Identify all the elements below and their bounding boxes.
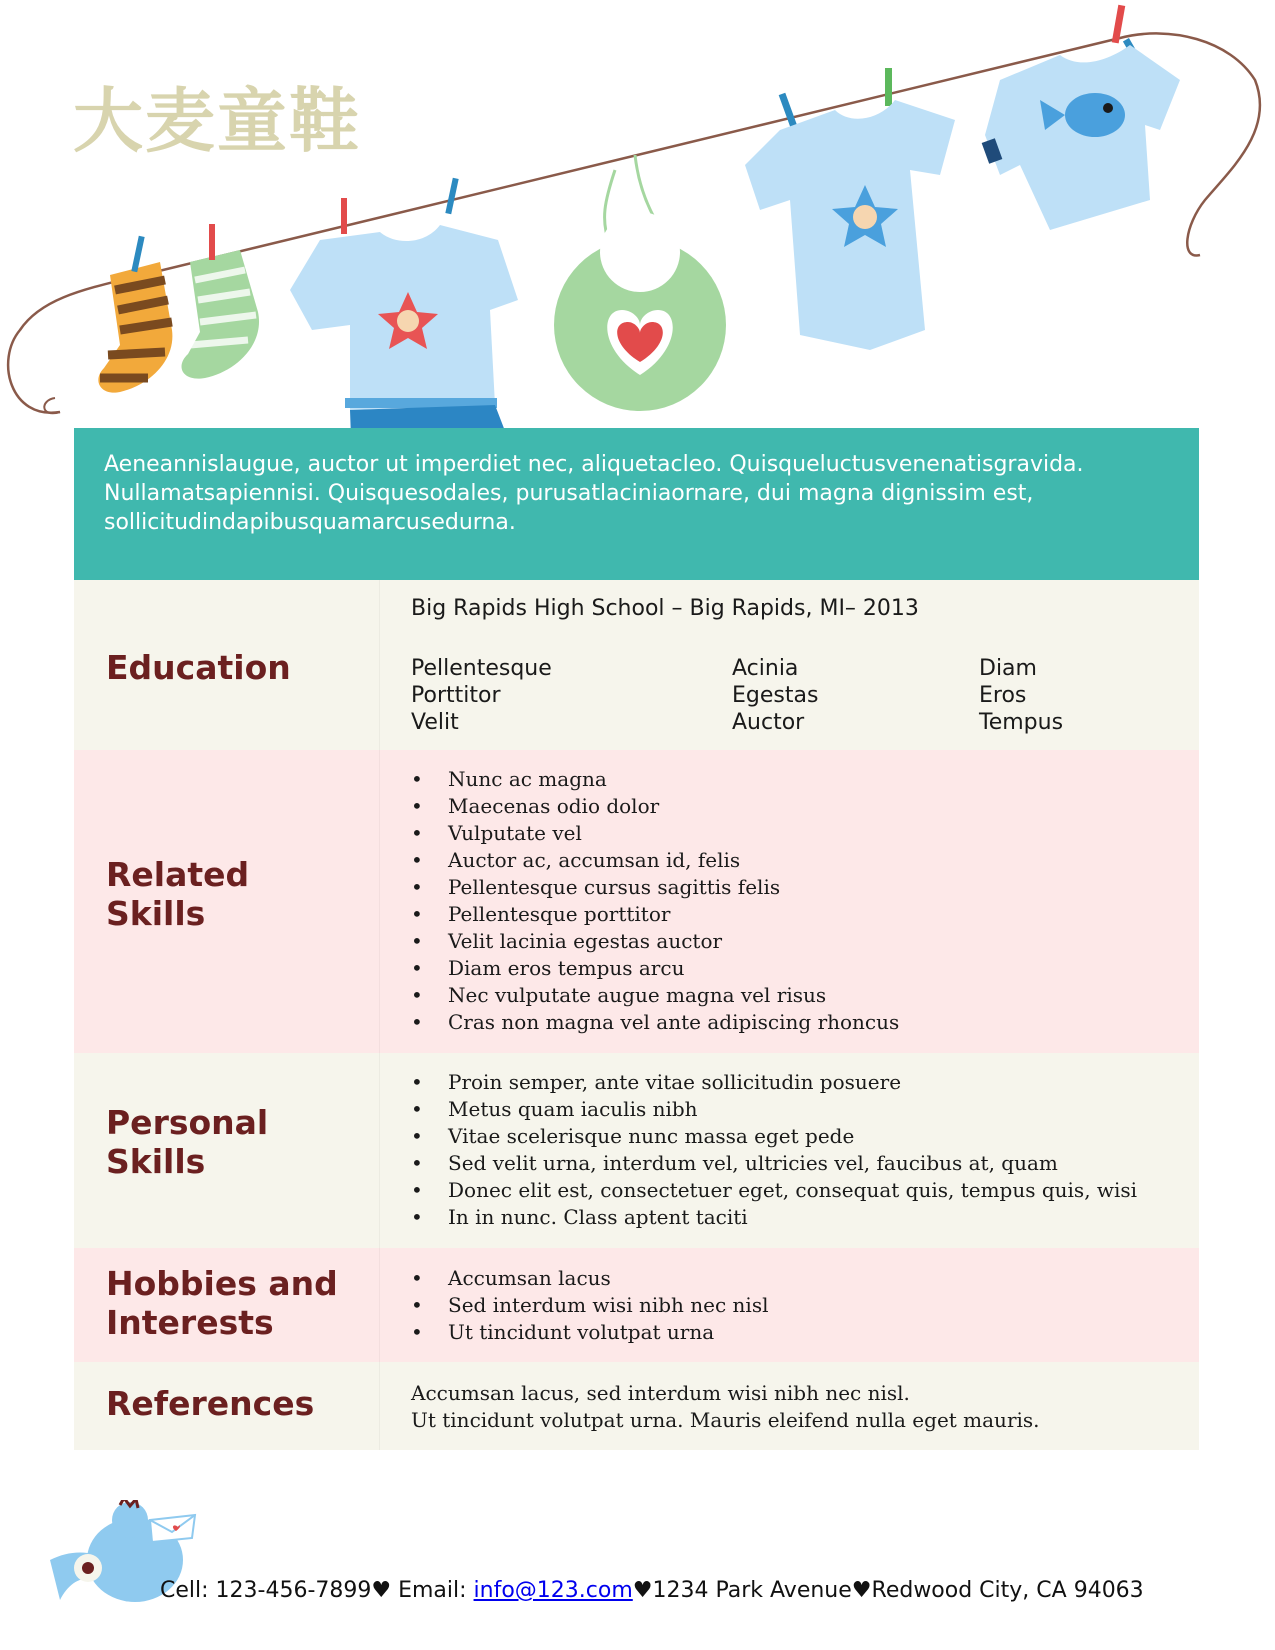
education-item: Tempus bbox=[979, 710, 1064, 735]
education-item: Diam bbox=[979, 656, 1037, 681]
education-item: Eros bbox=[979, 683, 1027, 708]
education-column bbox=[411, 655, 552, 736]
education-column bbox=[979, 655, 1063, 736]
intro-banner: Aeneannislaugue, auctor ut imperdiet nec, aliquetacleo. Quisqueluctusvenenatisgravida. Nullamatsapiennisi. Quisquesodales, purusatlaciniaornare, dui magna dignissim est, sollicitudindapibusquamarcusedurna. bbox=[74, 428, 1199, 580]
education-item: Pellentesque bbox=[411, 656, 552, 681]
heading-line: Skills bbox=[106, 894, 206, 933]
heading-line: Hobbies and bbox=[106, 1264, 338, 1303]
education-column bbox=[732, 655, 818, 736]
personal-skills-heading bbox=[106, 1103, 268, 1181]
list-item: • Diam eros tempus arcu bbox=[411, 955, 1169, 982]
onesie-icon bbox=[745, 100, 955, 350]
heading-line: Personal bbox=[106, 1103, 269, 1142]
list-item: • Cras non magna vel ante adipiscing rhoncus bbox=[411, 1009, 1169, 1036]
email-label: Email: bbox=[391, 1578, 474, 1603]
reference-line: Ut tincidunt volutpat urna. Mauris eleifend nulla eget mauris. bbox=[411, 1408, 1040, 1432]
list-item: • Donec elit est, consectetuer eget, consequat quis, tempus quis, wisi bbox=[411, 1177, 1169, 1204]
list-item: • Sed velit urna, interdum vel, ultricies vel, faucibus at, quam bbox=[411, 1150, 1169, 1177]
related-skills-list bbox=[411, 766, 1169, 1036]
education-section bbox=[74, 580, 1199, 750]
education-item: Auctor bbox=[732, 710, 805, 735]
education-heading: Education bbox=[106, 648, 291, 687]
section-divider bbox=[379, 1053, 380, 1248]
list-item: • Maecenas odio dolor bbox=[411, 793, 1169, 820]
bib-icon bbox=[554, 155, 726, 411]
list-item: • Auctor ac, accumsan id, felis bbox=[411, 847, 1169, 874]
list-item: • Pellentesque cursus sagittis felis bbox=[411, 874, 1169, 901]
education-item: Velit bbox=[411, 710, 459, 735]
personal-skills-list bbox=[411, 1069, 1169, 1231]
email-link[interactable]: info@123.com bbox=[473, 1578, 633, 1603]
related-skills-heading bbox=[106, 855, 249, 933]
section-divider bbox=[379, 580, 380, 750]
education-item: Porttitor bbox=[411, 683, 501, 708]
list-item: • Sed interdum wisi nibh nec nisl bbox=[411, 1292, 1169, 1319]
green-sock-icon bbox=[182, 250, 260, 379]
list-item: • Nunc ac magna bbox=[411, 766, 1169, 793]
city-text: Redwood City, CA 94063 bbox=[871, 1578, 1144, 1603]
section-divider bbox=[379, 1248, 380, 1362]
heart-separator: ♥ bbox=[371, 1578, 392, 1603]
education-item: Acinia bbox=[732, 656, 799, 681]
list-item: • Pellentesque porttitor bbox=[411, 901, 1169, 928]
heading-line: Interests bbox=[106, 1303, 274, 1342]
list-item: • Velit lacinia egestas auctor bbox=[411, 928, 1169, 955]
list-item: • Proin semper, ante vitae sollicitudin posuere bbox=[411, 1069, 1169, 1096]
heart-separator: ♥ bbox=[851, 1578, 872, 1603]
education-item: Egestas bbox=[732, 683, 819, 708]
contact-footer bbox=[160, 1578, 1144, 1603]
personal-skills-section bbox=[74, 1053, 1199, 1248]
related-skills-section bbox=[74, 750, 1199, 1053]
phone-text: Cell: 123-456-7899 bbox=[160, 1578, 372, 1603]
references-section bbox=[74, 1362, 1199, 1450]
section-divider bbox=[379, 1362, 380, 1450]
list-item: • Ut tincidunt volutpat urna bbox=[411, 1319, 1169, 1346]
heart-separator: ♥ bbox=[632, 1578, 653, 1603]
reference-line: Accumsan lacus, sed interdum wisi nibh nec nisl. bbox=[411, 1381, 910, 1405]
heading-line: Related bbox=[106, 855, 250, 894]
heading-line: Skills bbox=[106, 1142, 206, 1181]
hobbies-list bbox=[411, 1265, 1169, 1346]
references-heading: References bbox=[106, 1384, 315, 1423]
list-item: • Vitae scelerisque nunc massa eget pede bbox=[411, 1123, 1169, 1150]
list-item: • Vulputate vel bbox=[411, 820, 1169, 847]
address-text: 1234 Park Avenue bbox=[652, 1578, 852, 1603]
list-item: • Nec vulputate augue magna vel risus bbox=[411, 982, 1169, 1009]
list-item: • Accumsan lacus bbox=[411, 1265, 1169, 1292]
hobbies-section bbox=[74, 1248, 1199, 1362]
fish-shirt-icon bbox=[982, 45, 1180, 230]
hobbies-heading bbox=[106, 1264, 338, 1342]
list-item: • Metus quam iaculis nibh bbox=[411, 1096, 1169, 1123]
school-line: Big Rapids High School – Big Rapids, MI– 2013 bbox=[411, 596, 919, 621]
orange-sock-icon bbox=[98, 262, 172, 393]
page-title: 大麦童鞋 bbox=[73, 80, 361, 162]
list-item: • In in nunc. Class aptent taciti bbox=[411, 1204, 1169, 1231]
section-divider bbox=[379, 750, 380, 1053]
